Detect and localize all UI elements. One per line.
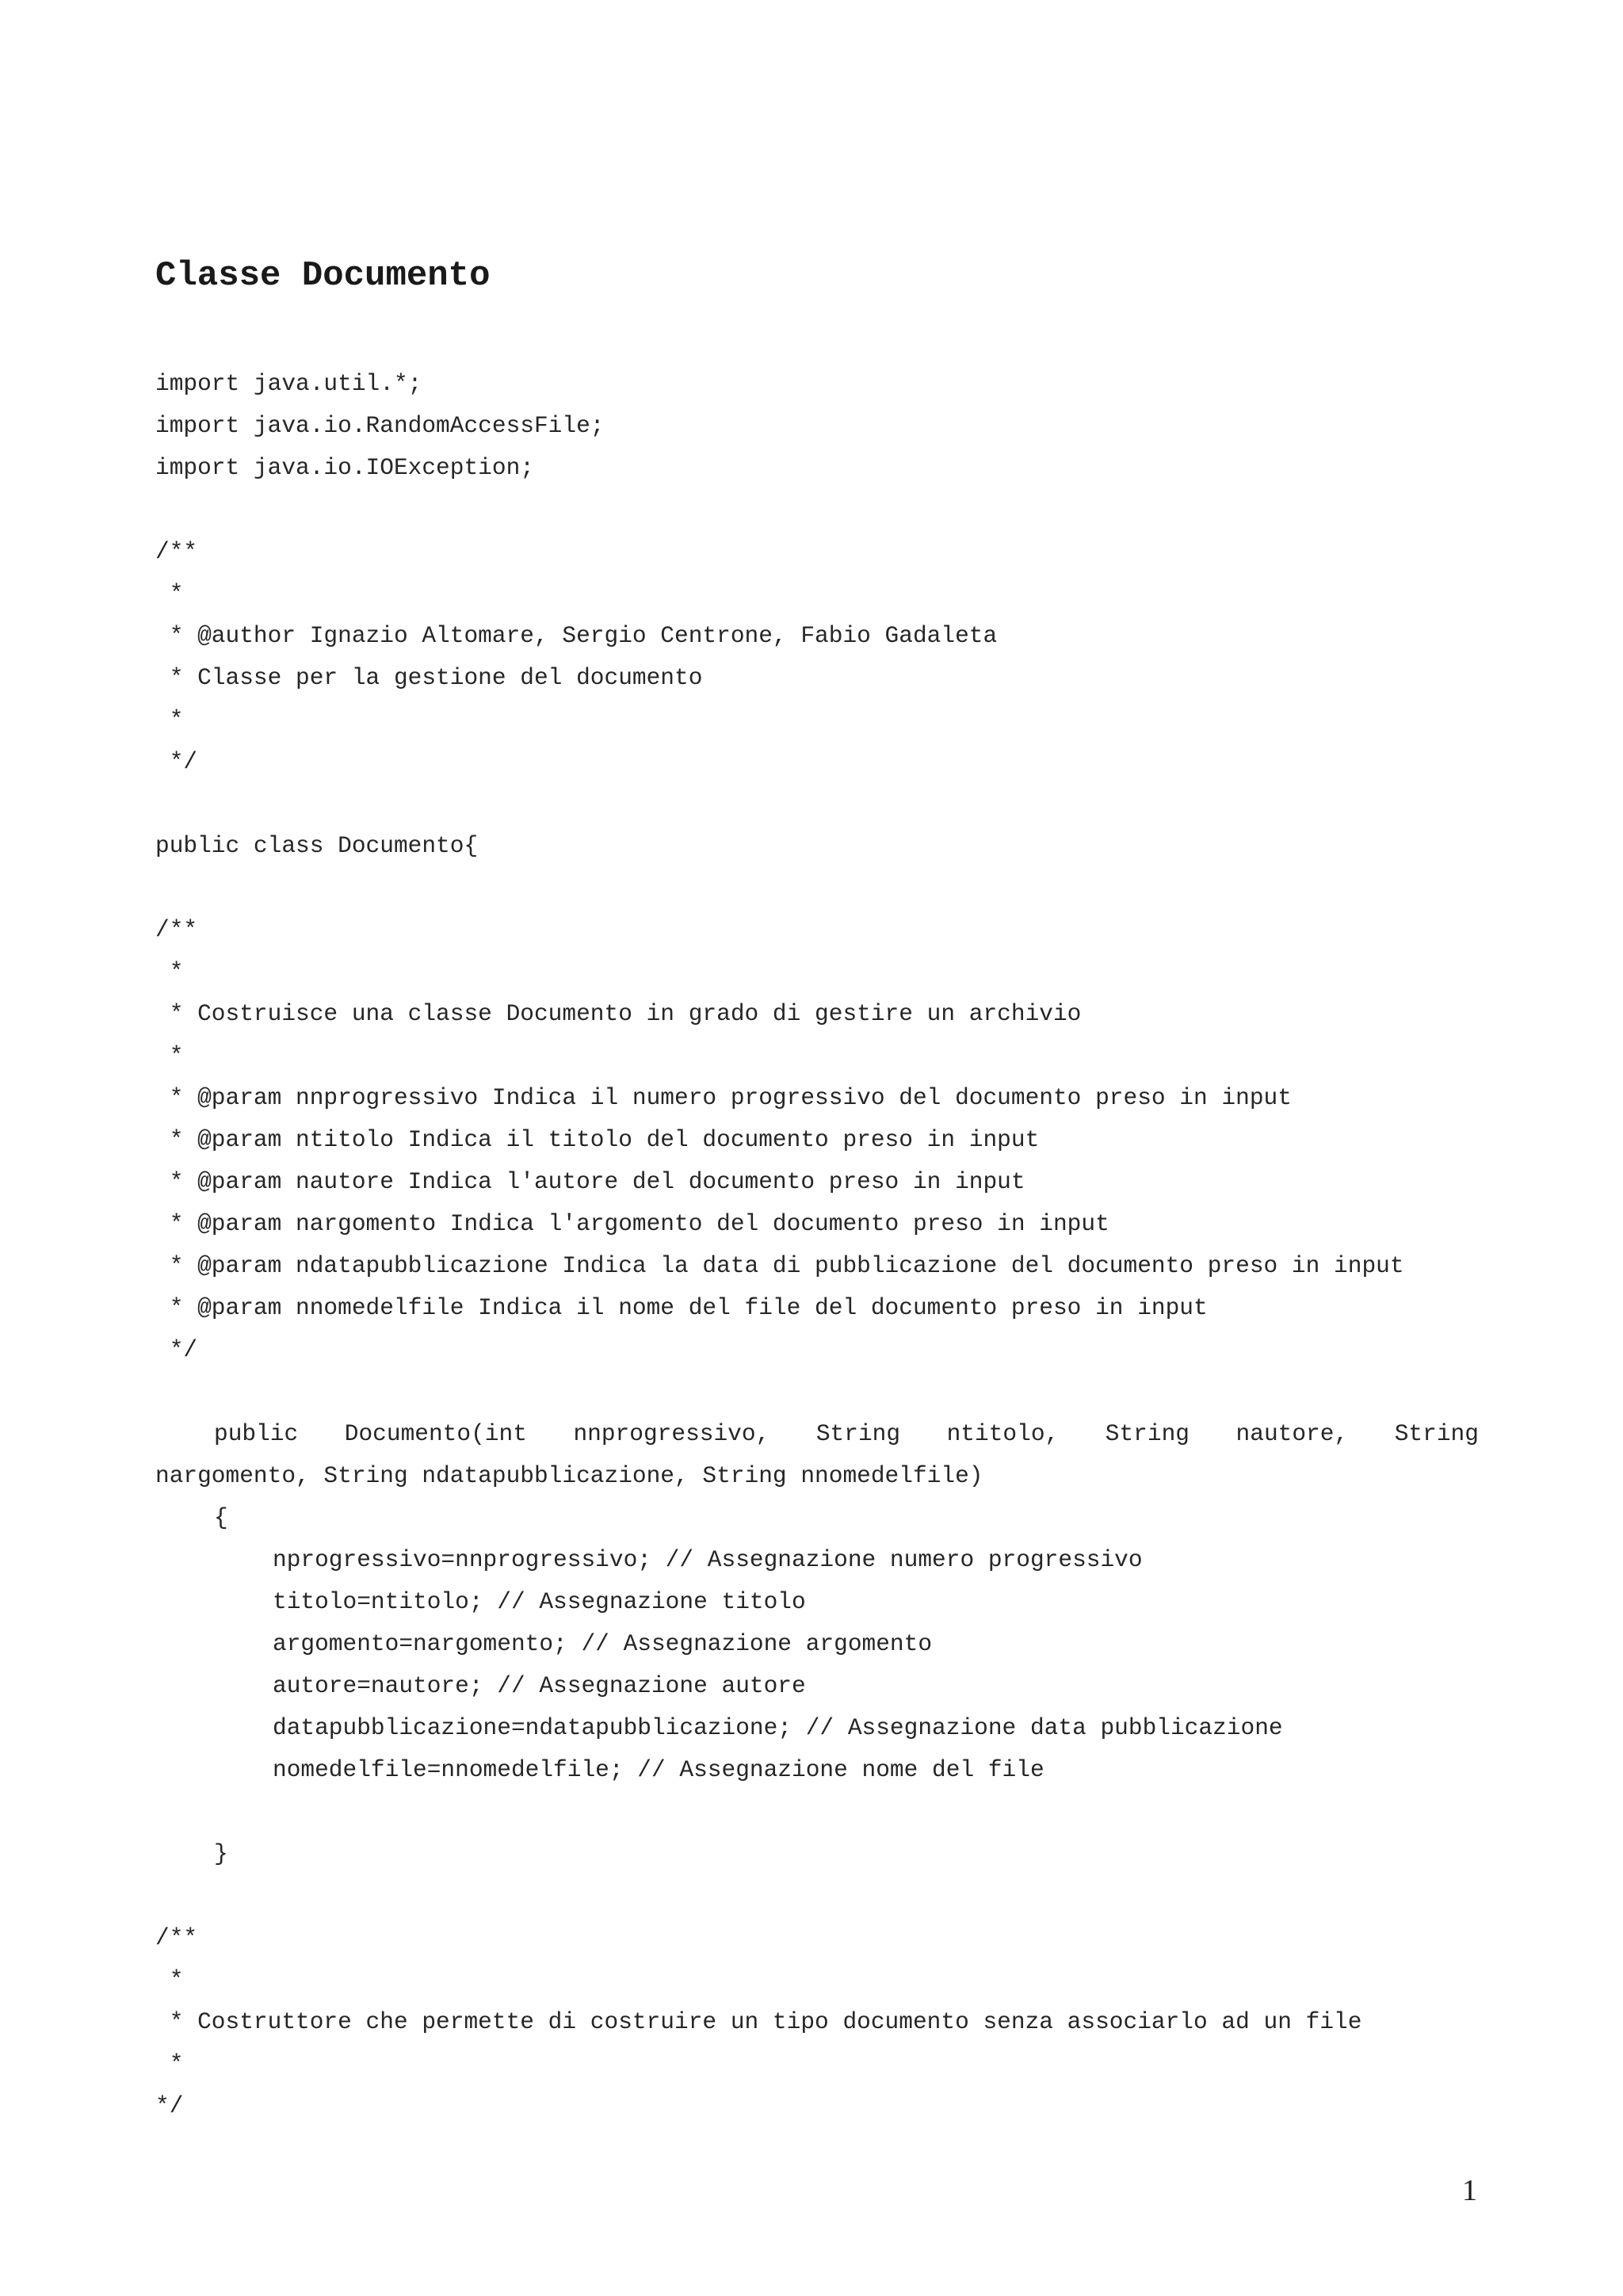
signature-token: String	[1394, 1420, 1479, 1447]
document-title: Classe Documento	[155, 256, 491, 296]
code-statement: autore=nautore; // Assegnazione autore	[273, 1672, 806, 1699]
constructor-signature-continuation: nargomento, String ndatapubblicazione, String nnomedelfile)	[155, 1462, 983, 1489]
comment-line: * @author Ignazio Altomare, Sergio Centrone, Fabio Gadaleta	[155, 622, 998, 649]
comment-line: *	[155, 1966, 184, 1993]
comment-line: *	[155, 958, 184, 985]
code-statement: argomento=nargomento; // Assegnazione argomento	[273, 1630, 933, 1657]
comment-line: * @param nnomedelfile Indica il nome del file del documento preso in input	[155, 1294, 1208, 1321]
comment-line: *	[155, 580, 184, 607]
import-line: import java.io.RandomAccessFile;	[155, 412, 605, 439]
signature-token: nautore,	[1235, 1420, 1349, 1447]
comment-line: /**	[155, 916, 198, 943]
comment-line: *	[155, 2050, 184, 2077]
signature-token: Documento(int	[344, 1420, 527, 1447]
close-brace: }	[214, 1840, 228, 1867]
comment-line: * @param nnprogressivo Indica il numero progressivo del documento preso in input	[155, 1084, 1292, 1111]
import-line: import java.util.*;	[155, 370, 422, 397]
comment-line: * @param ndatapubblicazione Indica la data di pubblicazione del documento preso in input	[155, 1252, 1404, 1279]
constructor-signature-line	[214, 1418, 1479, 1450]
comment-line: *	[155, 706, 184, 733]
signature-token: String	[815, 1420, 901, 1447]
comment-line: */	[155, 2092, 184, 2119]
code-statement: datapubblicazione=ndatapubblicazione; // Assegnazione data pubblicazione	[273, 1714, 1283, 1741]
code-statement: nomedelfile=nnomedelfile; // Assegnazione nome del file	[273, 1756, 1044, 1783]
comment-line: *	[155, 1042, 184, 1069]
comment-line: /**	[155, 1924, 198, 1951]
comment-line: */	[155, 748, 198, 775]
comment-line: * Costruisce una classe Documento in grado di gestire un archivio	[155, 1000, 1082, 1027]
comment-line: * Costruttore che permette di costruire un tipo documento senza associarlo ad un file	[155, 2008, 1362, 2035]
code-statement: nprogressivo=nnprogressivo; // Assegnazione numero progressivo	[273, 1546, 1143, 1573]
signature-token: public	[214, 1420, 299, 1447]
comment-line: * @param nargomento Indica l'argomento del documento preso in input	[155, 1210, 1109, 1237]
page-number: 1	[1462, 2174, 1477, 2207]
comment-line: /**	[155, 538, 198, 565]
signature-token: String	[1105, 1420, 1190, 1447]
comment-line: * Classe per la gestione del documento	[155, 664, 703, 691]
signature-token: nnprogressivo,	[573, 1420, 770, 1447]
comment-line: * @param ntitolo Indica il titolo del documento preso in input	[155, 1126, 1040, 1153]
open-brace: {	[214, 1504, 228, 1531]
comment-line: */	[155, 1336, 198, 1363]
signature-token: ntitolo,	[946, 1420, 1060, 1447]
comment-line: * @param nautore Indica l'autore del documento preso in input	[155, 1168, 1025, 1195]
class-declaration: public class Documento{	[155, 832, 479, 859]
code-statement: titolo=ntitolo; // Assegnazione titolo	[273, 1588, 806, 1615]
import-line: import java.io.IOException;	[155, 454, 534, 481]
